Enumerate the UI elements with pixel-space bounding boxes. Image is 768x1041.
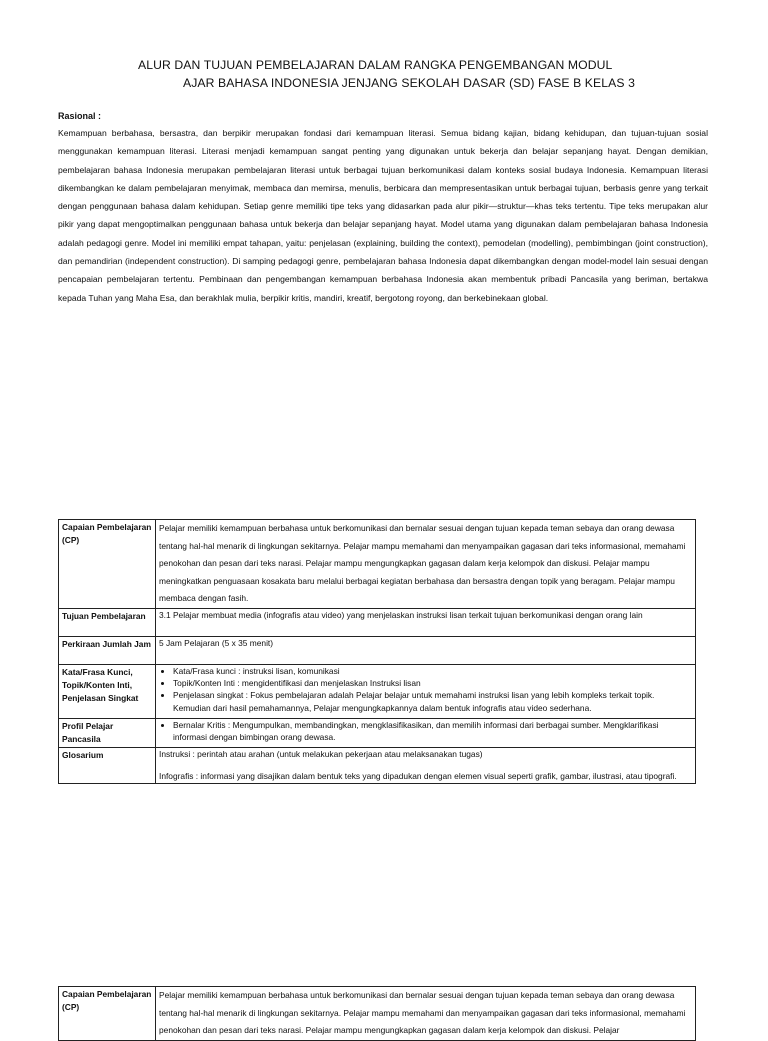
list-item: • Penjelasan singkat : Fokus pembelajaran adalah Pelajar belajar untuk memahami instruksi lisan yang lebih kompleks terkait topik. Kemudian dari hasil pemahamannya, Pelajar mengungkapkannya dalam bentuk infografis atau video sederhana. [173, 689, 692, 713]
list-item: • Bernalar Kritis : Mengumpulkan, membandingkan, mengklasifikasikan, dan memilih informasi dari berbagai sumber. Mengklarifikasi informasi dengan bimbingan orang dewasa. [173, 719, 692, 743]
title-line-2: AJAR BAHASA INDONESIA JENJANG SEKOLAH DASAR (SD) FASE B KELAS 3 [183, 76, 635, 90]
jam-label: Perkiraan Jumlah Jam [59, 636, 156, 664]
table-row-kata-kunci [59, 664, 696, 718]
cp-label: Capaian Pembelajaran (CP) [59, 520, 156, 609]
cp-text: Pelajar memiliki kemampuan berbahasa untuk berkomunikasi dan bernalar sesuai dengan tujuan kepada teman sebaya dan orang dewasa tentang hal-hal menarik di lingkungan sekitarnya. Pelajar mampu memahami dan menyampaikan gagasan dari teks informasional, memahami penokohan dan pesan dari teks narasi. Pelajar mampu mengungkapkan gagasan dalam kerja kelompok dan diskusi. Pelajar [156, 987, 696, 1041]
learning-objectives-table [58, 519, 696, 784]
rasional-heading: Rasional : [58, 111, 102, 121]
list-item: • Kata/Frasa kunci : instruksi lisan, komunikasi [173, 665, 692, 677]
cp-text: Pelajar memiliki kemampuan berbahasa untuk berkomunikasi dan bernalar sesuai dengan tujuan kepada teman sebaya dan orang dewasa tentang hal-hal menarik di lingkungan sekitarnya. Pelajar mampu memahami dan menyampaikan gagasan dari teks informasional, memahami penokohan dan pesan dari teks narasi. Pelajar mampu mengungkapkan gagasan dalam kerja kelompok dan diskusi. Pelajar mampu meningkatkan penguasaan kosakata baru melalui berbagai kegiatan berbahasa dan bersastra dengan topik yang beragam. Pelajar mampu membaca dengan fasih. [156, 520, 696, 609]
document-title [60, 56, 708, 92]
glosarium-label: Glosarium [59, 748, 156, 783]
learning-objectives-table-2 [58, 986, 696, 1041]
glosarium-cell [156, 748, 696, 783]
table-row-cp [59, 987, 696, 1041]
glosarium-entry: Instruksi : perintah atau arahan (untuk melakukan pekerjaan atau melaksanakan tugas) [159, 749, 483, 760]
kata-kunci-label: Kata/Frasa Kunci, Topik/Konten Inti, Penjelasan Singkat [59, 664, 156, 718]
jam-text: 5 Jam Pelajaran (5 x 35 menit) [156, 636, 696, 664]
rasional-paragraph: Kemampuan berbahasa, bersastra, dan berpikir merupakan fondasi dari kemampuan literasi. Semua bidang kajian, bidang kehidupan, dan tujuan-tujuan sosial menggunakan kemampuan literasi. Literasi menjadi kemampuan sangat penting yang digunakan untuk bekerja dan belajar sepanjang hayat. Dengan demikian, pembelajaran bahasa Indonesia merupakan pembelajaran literasi untuk berbagai tujuan berkomunikasi dalam konteks sosial budaya Indonesia. Kemampuan literasi dikembangkan ke dalam pembelajaran menyimak, membaca dan memirsa, menulis, berbicara dan mempresentasikan untuk berbagai tujuan, berbasis genre yang terkait dengan penggunaan bahasa dalam kehidupan. Setiap genre memiliki tipe teks yang didasarkan pada alur pikir—struktur—khas teks tertentu. Tipe teks merupakan alur pikir yang dapat mengoptimalkan penggunaan bahasa untuk bekerja dan belajar sepanjang hayat. Model utama yang digunakan dalam pembelajaran bahasa Indonesia adalah pedagogi genre. Model ini memiliki empat tahapan, yaitu: penjelasan (explaining, building the context), pemodelan (modelling), pembimbingan (joint construction), dan pemandirian (independent construction). Di samping pedagogi genre, pembelajaran bahasa Indonesia dapat dikembangkan dengan model-model lain sesuai dengan pencapaian pembelajaran tertentu. Pembinaan dan pengembangan kemampuan berbahasa Indonesia akan membentuk pribadi Pancasila yang beriman, bertakwa kepada Tuhan yang Maha Esa, dan berakhlak mulia, berpikir kritis, mandiri, kreatif, bergotong royong, dan berkebinekaan global. [58, 128, 708, 303]
cp-label: Capaian Pembelajaran (CP) [59, 987, 156, 1041]
profil-cell [156, 718, 696, 747]
table-row-jam [59, 636, 696, 664]
tp-label: Tujuan Pembelajaran [59, 608, 156, 636]
glosarium-entry: Infografis : informasi yang disajikan dalam bentuk teks yang dipadukan dengan elemen visual seperti grafik, gambar, ilustrasi, atau tipografi. [159, 771, 677, 782]
table-row-profil [59, 718, 696, 747]
table-row-tp [59, 608, 696, 636]
table-row-cp [59, 520, 696, 609]
list-item: • Topik/Konten Inti : mengidentifikasi dan menjelaskan Instruksi lisan [173, 677, 692, 689]
title-line-1: ALUR DAN TUJUAN PEMBELAJARAN DALAM RANGKA PENGEMBANGAN MODUL [138, 58, 613, 72]
table-row-glosarium [59, 748, 696, 783]
profil-label: Profil Pelajar Pancasila [59, 718, 156, 747]
kata-kunci-cell [156, 664, 696, 718]
tp-text: 3.1 Pelajar membuat media (infografis atau video) yang menjelaskan instruksi lisan terkait tujuan berkomunikasi dengan orang lain [156, 608, 696, 636]
